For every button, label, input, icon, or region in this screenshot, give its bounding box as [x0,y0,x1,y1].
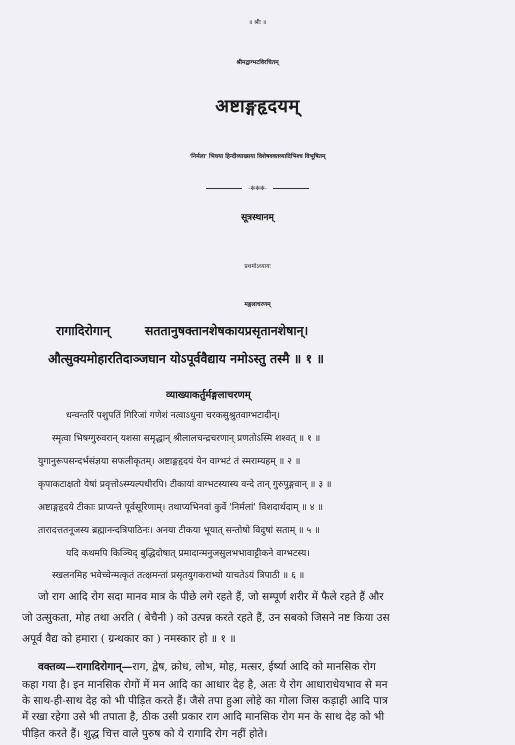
invocation: ॥ श्रीः ॥ [248,20,267,26]
translation-line: जो उत्सुकता, मोह तथा अरति ( बेचैनी ) को उत्पन्न करते रहते हैं, उन सबको जिसने नष्ट किया उस [22,612,390,624]
section-title: सूत्रस्थानम् [241,213,274,223]
vaktavya-first-line [38,660,376,674]
mangalacharana-heading: मङ्गलाचरणम् [244,302,271,308]
verse-line-2: औत्सुक्यमोहारतिदाञ्जघान योऽपूर्ववैद्याय नमोऽस्तु तस्मै ॥ १ ॥ [48,351,324,366]
commentary-verse-line: स्खलनमिह भवेच्चेन्मत्कृतं तत्क्षमन्तां प्रसृतयुगकराभ्यो याचतेऽयं त्रिपाठी ॥ ६ ॥ [52,570,305,581]
verse-line-1: रागादिरोगान् सततानुषक्तानशेषकायप्रसृतानशेषान्। [56,323,309,338]
commentary-verse-line: स्मृत्वा भिषग्गुरुवरान् यशसा समृद्धान् श्रीलालचन्द्रचरणान् प्रणतोऽस्मि शश्वत् ॥ १ ॥ [52,433,321,444]
vaktavya-line: के साथ-ही-साथ देह को भी पीड़ित करते हैं। जैसे तपा हुआ लोहे का गोला जिस कड़ाही आदि पात्र [22,695,388,707]
vaktavya-line: पीड़ित करते हैं। शुद्ध चित्त वाले पुरुष को ये रागादि रोग नहीं होते। [22,728,268,740]
vaktavya-label: वक्तव्य—रागादिरोगान्— [38,661,133,673]
divider-rule-right [273,188,309,189]
commentary-verse-line: अष्टाङ्गहृदये टीकाः प्राप्यन्ते पूर्वसूरिणाम्। तथाप्यभिनवां कुर्वे 'निर्मलां' विशदार्थदाम् ॥ ४ ॥ [38,502,323,513]
vaktavya-line: में रखा रहेगा उसे भी तपाता है, ठीक उसी प्रकार राग आदि मानसिक रोग मन के साथ देह को भी [22,711,385,723]
subtitle: 'निर्मला' भिधया हिन्दीव्याख्यया विशेषवक्तव्यादिभिश्च विभूषितम् [189,153,326,160]
vaktavya-text: राग, द्वेष, क्रोध, लोभ, मोह, मत्सर, ईर्ष्या आदि को मानसिक रोग [132,661,376,673]
ornament-divider [0,186,515,192]
chapter-title: प्रथमोऽध्यायः [244,264,271,270]
ornament-glyph: -✻✻✻- [248,186,267,192]
book-title: अष्टाङ्गहृदयम् [215,96,300,117]
translation-line: जो राग आदि रोग सदा मानव मात्र के पीछे लगे रहते हैं, जो सम्पूर्ण शरीर में फैले रहते हैं और [38,591,384,603]
author-line: श्रीमद्वाग्भटविरचितम् [236,59,279,66]
translation-line: अपूर्व वैद्य को हमारा ( ग्रन्थकार का ) नमस्कार हो ॥ १ ॥ [22,633,236,645]
commentary-verse-line: कृपाकटाक्षतो येषां प्रवृत्तोऽस्म्यल्पधीरपि। टीकायां वाग्भटस्यास्य वन्दे तान् गुरुपुङ्गवान् ॥ ३ ॥ [38,479,332,490]
commentary-verse-line: तारादत्ततनूजस्य ब्रह्मानन्दत्रिपाठिनः। अनया टीकया भूयात् सन्तोषो विदुषां सताम् ॥ ५ ॥ [38,525,320,536]
commentary-verse-line: युगानुरूपसन्दर्भसंज्ञया सफलीकृतम्। अष्टाङ्गहृदयं येन वाग्भटं तं स्मराम्यहम् ॥ २ ॥ [38,456,301,467]
divider-rule-left [206,188,242,189]
commentary-verse-line: धन्वन्तरिं पशुपतिं गिरिजां गणेशं नत्वाऽधुना चरकसुश्रुतवाग्भटादीन्। [66,410,280,421]
commentary-verse-line: यदि कथमपि किञ्चिद् बुद्धिदोषात् प्रमादान्मनुजसुलभभावाट्टीकने वाग्भटस्य। [66,548,310,559]
vaktavya-line: कहा गया है। इन मानसिक रोगों में मन आदि का आधार देह है, अतः ये रोग आधाराधेयभाव से मन [22,679,388,691]
commentary-mangala-heading: व्याख्याकर्तुर्मङ्गलाचरणम् [166,390,251,401]
